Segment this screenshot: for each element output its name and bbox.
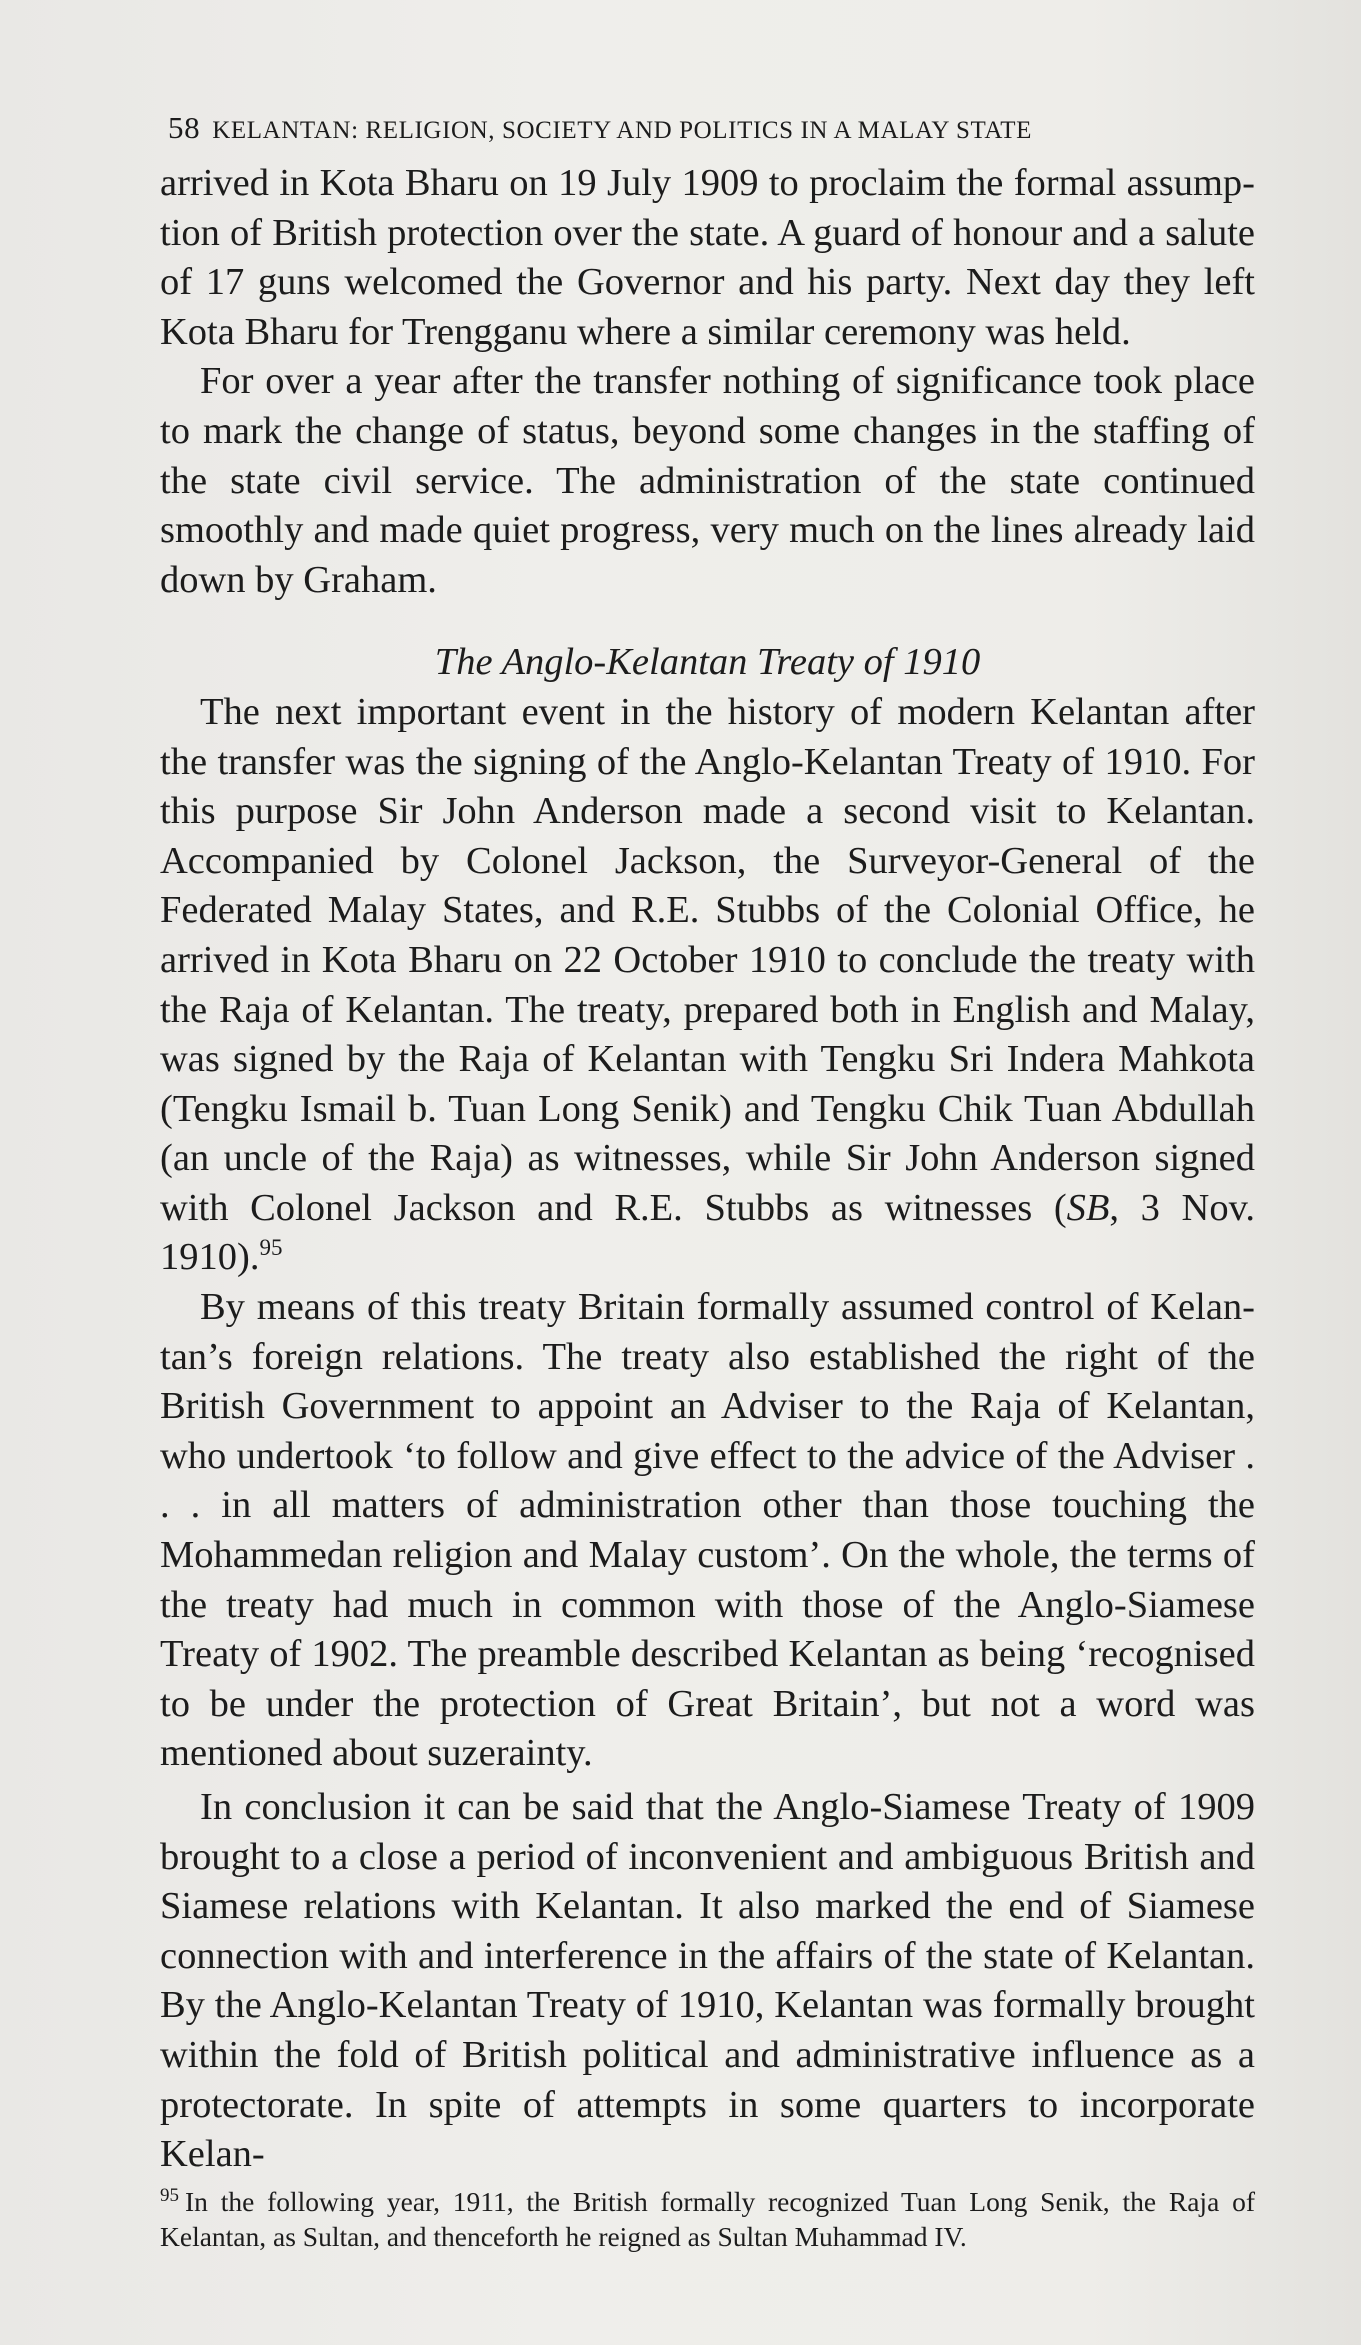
paragraph-3 bbox=[160, 688, 1255, 1283]
text-column bbox=[160, 108, 1255, 2254]
footnote-text: In the following year, 1911, the British formally recognized Tuan Long Senik, the Raja of Kelantan, as Sultan, and thenceforth he reigned as Sultan Muhammad IV. bbox=[160, 2185, 1255, 2252]
page-number: 58 bbox=[168, 110, 201, 145]
citation-date: , 3 Nov. 1910). bbox=[160, 1186, 1255, 1279]
running-header bbox=[168, 108, 1255, 151]
paragraph-2: For over a year after the transfer nothing of significance took place to mark the change of status, beyond some changes in the staffing of the state civil service. The administration of the state continued smoothly and made quiet progress, very much on the lines already laid down by Graham. bbox=[160, 360, 1255, 601]
footnote-number: 95 bbox=[160, 2184, 179, 2206]
footnote bbox=[160, 2184, 1255, 2254]
running-title: KELANTAN: RELIGION, SOCIETY AND POLITICS IN A MALAY STATE bbox=[212, 117, 1032, 144]
paragraph-1: arrived in Kota Bharu on 19 July 1909 to proclaim the formal assumption of British protection over the state. A guard of honour and a salute of 17 guns welcomed the Governor and his party. Next day they left Kota Bharu for Trengganu where a similar ceremony was held. bbox=[160, 162, 1255, 353]
paragraph-4: By means of this treaty Britain formally assumed control of Kelantan’s foreign relations. The treaty also established the right of the British Government to appoint an Adviser to the Raja of Kelantan, who undertook ‘to follow and give effect to the advice of the Adviser . . . in all matters of administration other than those touching the Mohammedan religion and Malay custom’. On the whole, the terms of the treaty had much in common with those of the Anglo-Siamese Treaty of 1902. The preamble described Kelantan as being ‘recognised to be under the protection of Great Britain’, but not a word was mentioned about suzerainty. bbox=[160, 1286, 1255, 1775]
footnote-reference: 95 bbox=[259, 1235, 283, 1261]
section-heading: The Anglo-Kelantan Treaty of 1910 bbox=[434, 641, 981, 684]
paragraph-5: In conclusion it can be said that the Anglo-Siamese Treaty of 1909 brought to a close a period of inconvenient and ambiguous British and Siamese relations with Kelantan. It also marked the end of Siamese connection with and interference in the affairs of the state of Kelantan. By the Anglo-Kelantan Treaty of 1910, Kelantan was formally brought within the fold of British political and administrative influence as a protectorate. In spite of attempts in some quarters to incorporate Kelan- bbox=[160, 1786, 1255, 2176]
paragraph-3-text: The next important event in the history of modern Kelantan after the transfer was the signing of the Anglo-Kelantan Treaty of 1910. For this purpose Sir John Anderson made a second visit to Kelantan. Accompanied by Colonel Jackson, the Surveyor-General of the Federated Malay States, and R.E. Stubbs of the Colonial Office, he arrived in Kota Bharu on 22 October 1910 to conclude the treaty with the Raja of Kelantan. The treaty, prepared both in English and Malay, was signed by the Raja of Kelantan with Tengku Sri Indera Mahkota (Tengku Ismail b. Tuan Long Senik) and Tengku Chik Tuan Abdullah (an uncle of the Raja) as witnesses, while Sir John Anderson signed with Colonel Jackson and R.E. Stubbs as witnesses ( bbox=[160, 690, 1255, 1229]
citation-source: SB bbox=[1066, 1186, 1110, 1229]
